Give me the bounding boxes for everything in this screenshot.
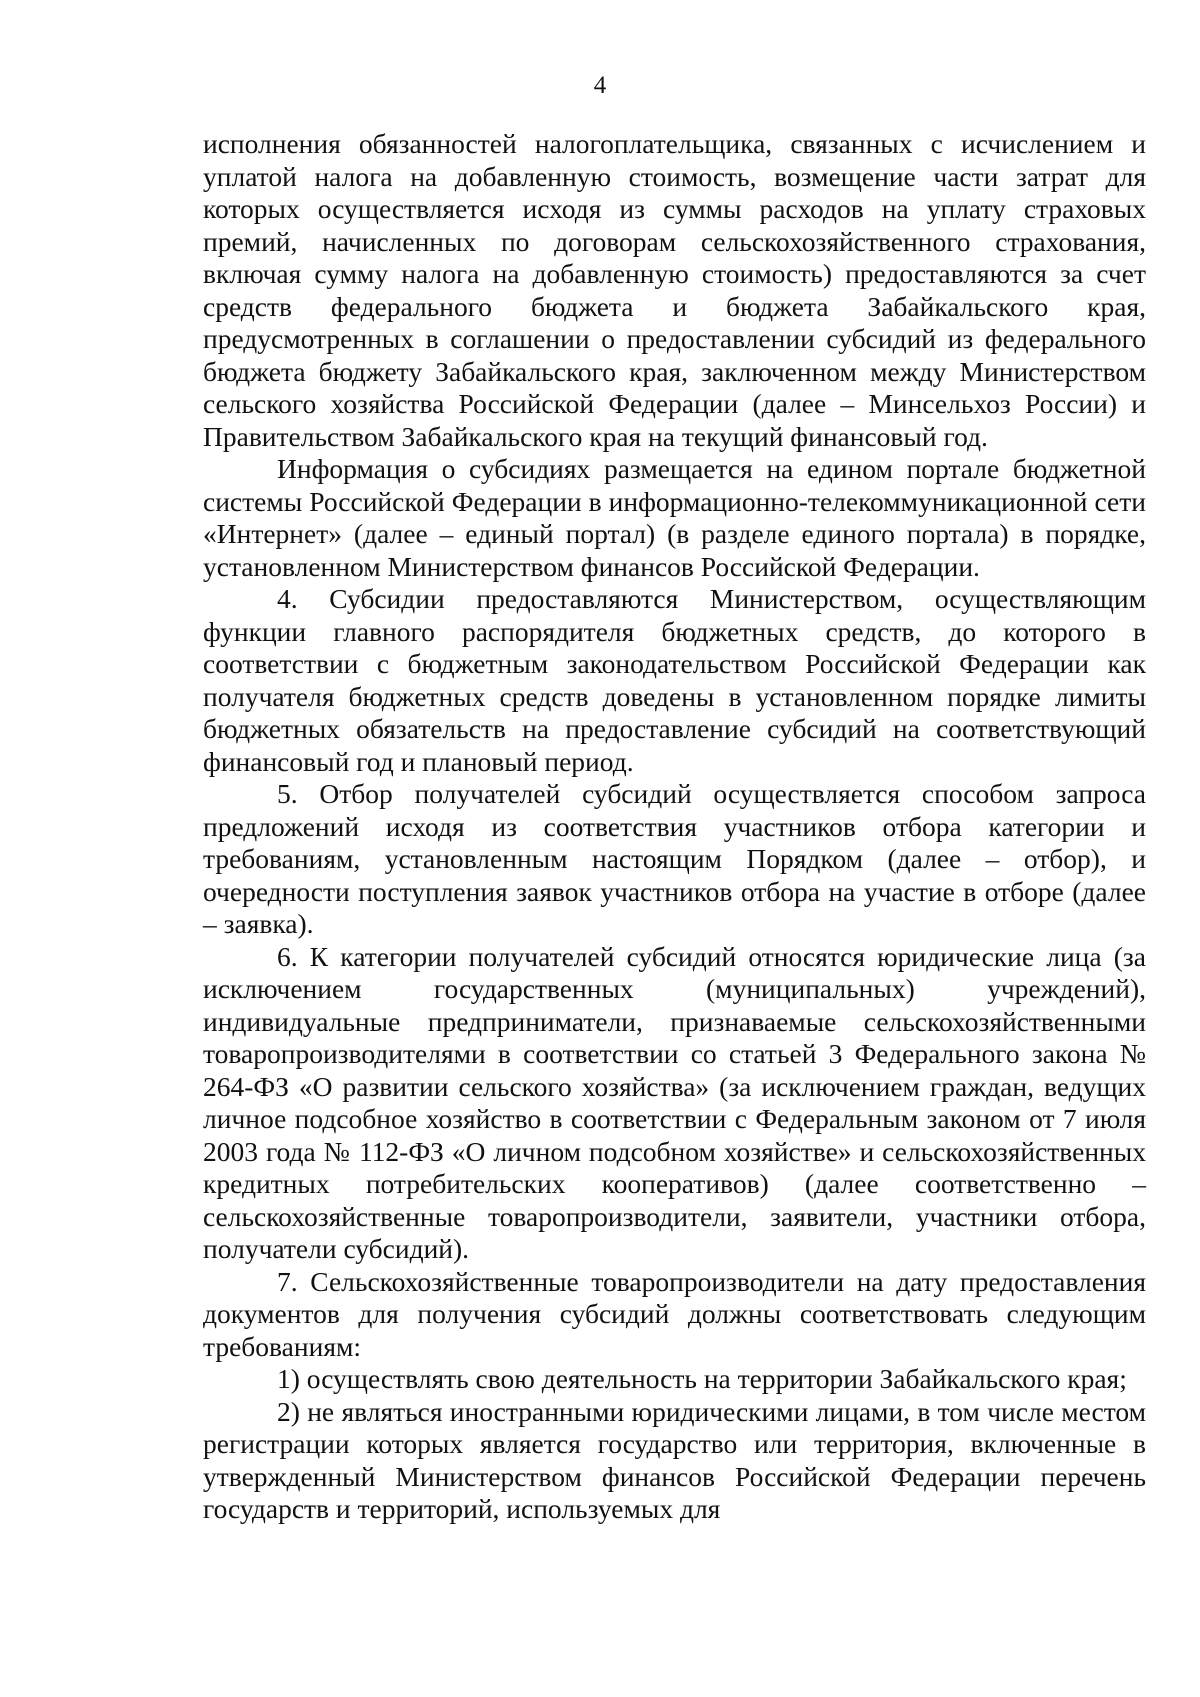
paragraph-subsidy-info: Информация о субсидиях размещается на едином портале бюджетной системы Российской Федерации в информационно-телекоммуникационной сети «Интернет» (далее – единый портал) (в разделе единого портала) в порядке, установленном Министерством финансов Российской Федерации. bbox=[203, 453, 1146, 582]
paragraph-requirement-1: 1) осуществлять свою деятельность на территории Забайкальского края; bbox=[277, 1363, 1127, 1394]
paragraph-item-4: 4. Субсидии предоставляются Министерством, осуществляющим функции главного распорядителя бюджетных средств, до которого в соответствии с бюджетным законодательством Российской Федерации как получателя бюджетных средств доведены в установленном порядке лимиты бюджетных обязательств на предоставление субсидий на соответствующий финансовый год и плановый период. bbox=[203, 583, 1146, 777]
document-body bbox=[203, 128, 1146, 1526]
paragraph-item-5: 5. Отбор получателей субсидий осуществляется способом запроса предложений исходя из соответствия участников отбора категории и требованиям, установленным настоящим Порядком (далее – отбор), и очередности поступления заявок участников отбора на участие в отборе (далее – заявка). bbox=[203, 778, 1146, 939]
paragraph-requirement-2: 2) не являться иностранными юридическими лицами, в том числе местом регистрации которых является государство или территория, включенные в утвержденный Министерством финансов Российской Федерации перечень государств и территорий, используемых для bbox=[203, 1395, 1146, 1524]
paragraph-item-6: 6. К категории получателей субсидий относятся юридические лица (за исключением государственных (муниципальных) учреждений), индивидуальные предприниматели, признаваемые сельскохозяйственными товаропроизводителями в соответствии со статьей 3 Федерального закона № 264-ФЗ «О развитии сельского хозяйства» (за исключением граждан, ведущих личное подсобное хозяйство в соответствии с Федеральным законом от 7 июля 2003 года № 112-ФЗ «О личном подсобном хозяйстве» и сельскохозяйственных кредитных потребительских кооперативов) (далее соответственно – сельскохозяйственные товаропроизводители, заявители, участники отбора, получатели субсидий). bbox=[203, 940, 1146, 1264]
paragraph-item-7: 7. Сельскохозяйственные товаропроизводители на дату предоставления документов для получения субсидий должны соответствовать следующим требованиям: bbox=[203, 1265, 1146, 1362]
page-number: 4 bbox=[593, 72, 607, 99]
paragraph-continuation: исполнения обязанностей налогоплательщика, связанных с исчислением и уплатой налога на добавленную стоимость, возмещение части затрат для которых осуществляется исходя из суммы расходов на уплату страховых премий, начисленных по договорам сельскохозяйственного страхования, включая сумму налога на добавленную стоимость) предоставляются за счет средств федерального бюджета и бюджета Забайкальского края, предусмотренных в соглашении о предоставлении субсидий из федерального бюджета бюджету Забайкальского края, заключенном между Министерством сельского хозяйства Российской Федерации (далее – Минсельхоз России) и Правительством Забайкальского края на текущий финансовый год. bbox=[203, 128, 1146, 452]
